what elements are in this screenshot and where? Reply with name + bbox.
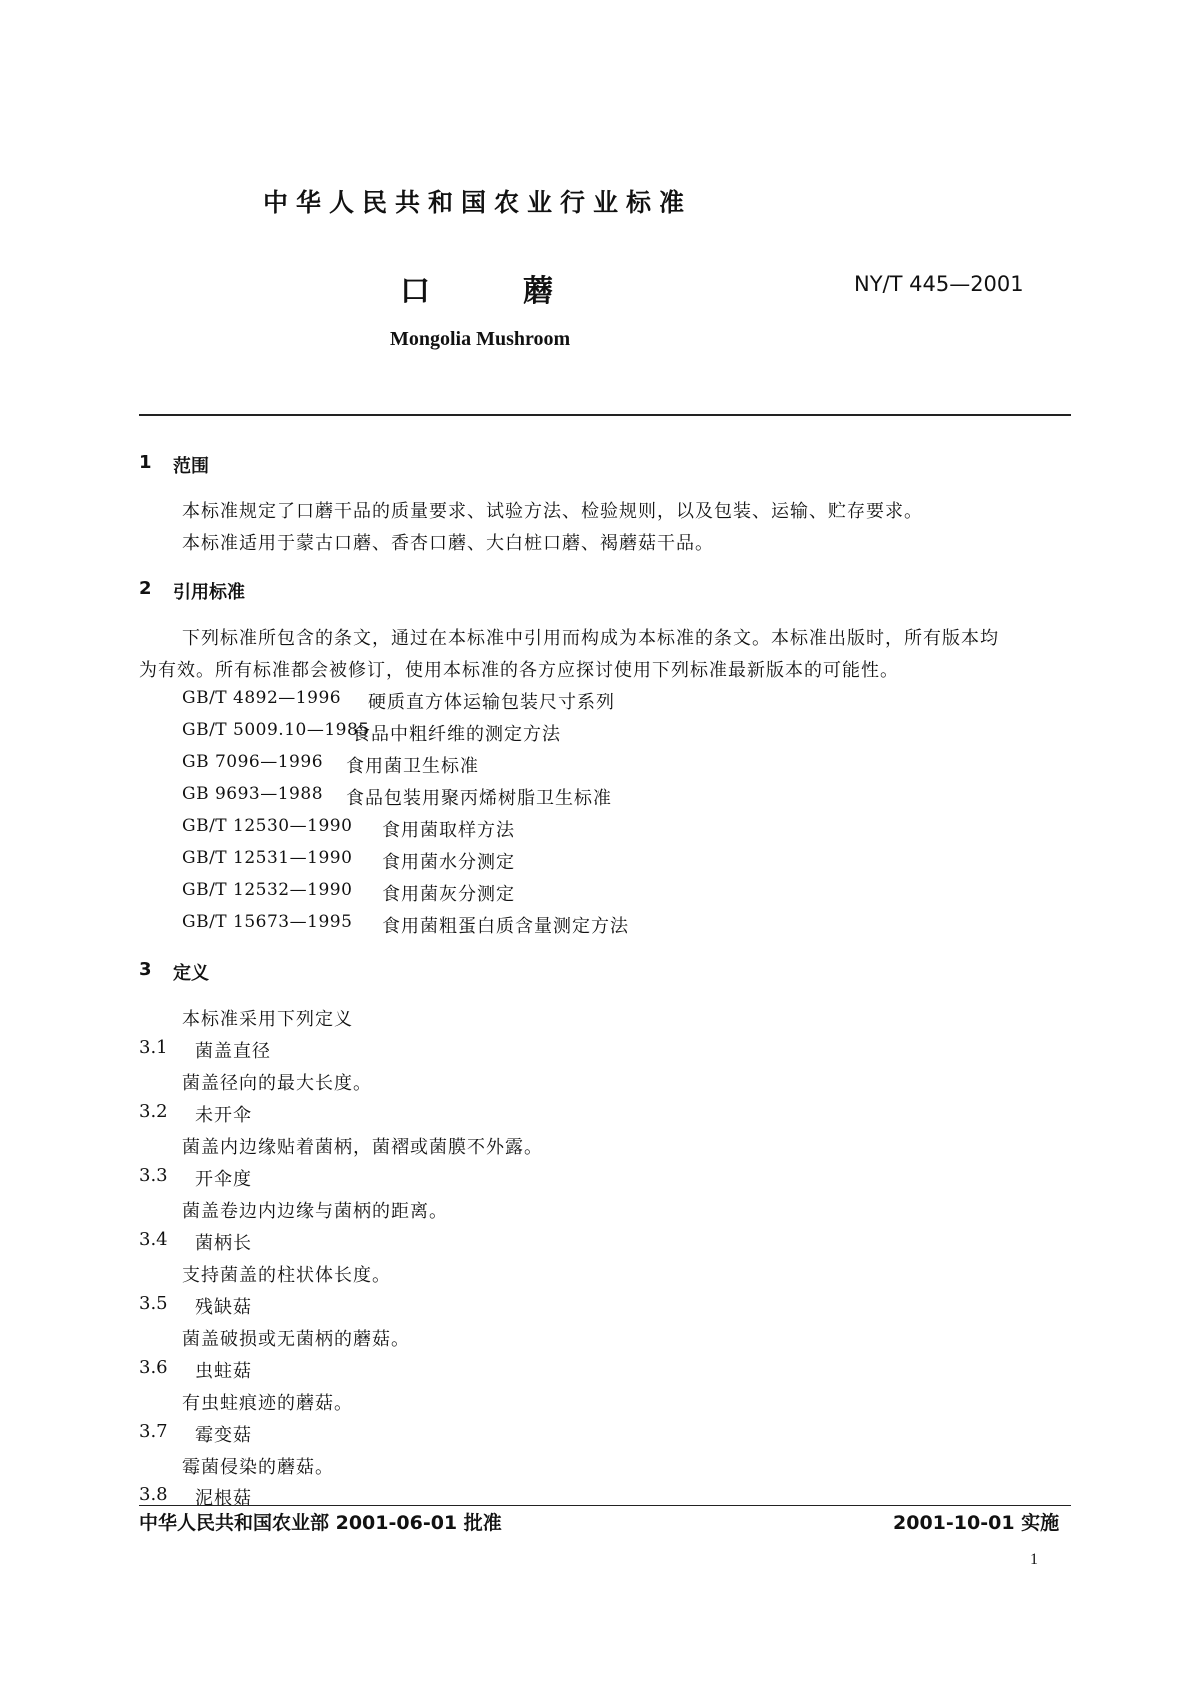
- reference-name: 食品包装用聚丙烯树脂卫生标准: [346, 788, 612, 809]
- issuing-authority-title: 中华人民共和国农业行业标准: [263, 188, 693, 217]
- reference-code: GB/T 15673—1995: [182, 912, 353, 932]
- scope-paragraph-2: 本标准适用于蒙古口蘑、香杏口蘑、大白桩口蘑、褐蘑菇干品。: [182, 533, 714, 554]
- term-description: 菌盖径向的最大长度。: [182, 1073, 372, 1094]
- reference-name: 食用菌卫生标准: [346, 756, 479, 777]
- term-number: 3.3: [139, 1165, 168, 1186]
- term-description: 有虫蛀痕迹的蘑菇。: [182, 1393, 353, 1414]
- section-2-number: 2: [139, 578, 152, 599]
- reference-name: 食用菌水分测定: [382, 852, 515, 873]
- standard-english-title: Mongolia Mushroom: [390, 328, 571, 350]
- term-description: 霉菌侵染的蘑菇。: [182, 1457, 334, 1478]
- approval-date: 中华人民共和国农业部 2001-06-01 批准: [139, 1512, 502, 1534]
- term-description: 菌盖内边缘贴着菌柄，菌褶或菌膜不外露。: [182, 1137, 543, 1158]
- term-name: 虫蛀菇: [195, 1361, 252, 1382]
- term-name: 泥根菇: [195, 1488, 252, 1509]
- term-name: 开伞度: [195, 1169, 252, 1190]
- scope-paragraph-1: 本标准规定了口蘑干品的质量要求、试验方法、检验规则，以及包装、运输、贮存要求。: [182, 501, 923, 522]
- term-number: 3.6: [139, 1357, 168, 1378]
- reference-code: GB/T 5009.10—1985: [182, 720, 370, 740]
- term-number: 3.7: [139, 1421, 168, 1442]
- references-intro-line-1: 下列标准所包含的条文，通过在本标准中引用而构成为本标准的条文。本标准出版时，所有版本均: [182, 628, 999, 649]
- term-description: 菌盖破损或无菌柄的蘑菇。: [182, 1329, 410, 1350]
- section-3-title: 定义: [173, 963, 209, 984]
- standard-title-char-2: 蘑: [523, 274, 553, 309]
- definitions-intro: 本标准采用下列定义: [182, 1009, 353, 1030]
- reference-code: GB/T 12530—1990: [182, 816, 353, 836]
- term-number: 3.2: [139, 1101, 168, 1122]
- section-3-number: 3: [139, 959, 152, 980]
- reference-code: GB/T 12532—1990: [182, 880, 353, 900]
- standard-code: NY/T 445—2001: [854, 272, 1024, 296]
- term-number: 3.4: [139, 1229, 168, 1250]
- footer-divider: [139, 1505, 1071, 1506]
- term-number: 3.8: [139, 1484, 168, 1505]
- term-name: 未开伞: [195, 1105, 252, 1126]
- reference-code: GB/T 12531—1990: [182, 848, 353, 868]
- term-name: 菌盖直径: [195, 1041, 271, 1062]
- reference-name: 食品中粗纤维的测定方法: [352, 724, 561, 745]
- reference-code: GB 9693—1988: [182, 784, 324, 804]
- section-1-number: 1: [139, 452, 152, 473]
- reference-code: GB/T 4892—1996: [182, 688, 342, 708]
- section-2-title: 引用标准: [173, 582, 245, 603]
- term-number: 3.5: [139, 1293, 168, 1314]
- header-divider: [139, 414, 1071, 416]
- term-description: 支持菌盖的柱状体长度。: [182, 1265, 391, 1286]
- page-number: 1: [1030, 1551, 1038, 1568]
- term-number: 3.1: [139, 1037, 168, 1058]
- term-name: 残缺菇: [195, 1297, 252, 1318]
- section-1-title: 范围: [173, 456, 209, 477]
- implementation-date: 2001-10-01 实施: [893, 1512, 1060, 1534]
- reference-name: 食用菌灰分测定: [382, 884, 515, 905]
- term-name: 霉变菇: [195, 1425, 252, 1446]
- reference-name: 食用菌粗蛋白质含量测定方法: [382, 916, 629, 937]
- term-name: 菌柄长: [195, 1233, 252, 1254]
- reference-name: 硬质直方体运输包装尺寸系列: [368, 692, 615, 713]
- standard-title-char-1: 口: [400, 274, 430, 309]
- references-intro-line-2: 为有效。所有标准都会被修订，使用本标准的各方应探讨使用下列标准最新版本的可能性。: [139, 660, 899, 681]
- reference-name: 食用菌取样方法: [382, 820, 515, 841]
- reference-code: GB 7096—1996: [182, 752, 324, 772]
- term-description: 菌盖卷边内边缘与菌柄的距离。: [182, 1201, 448, 1222]
